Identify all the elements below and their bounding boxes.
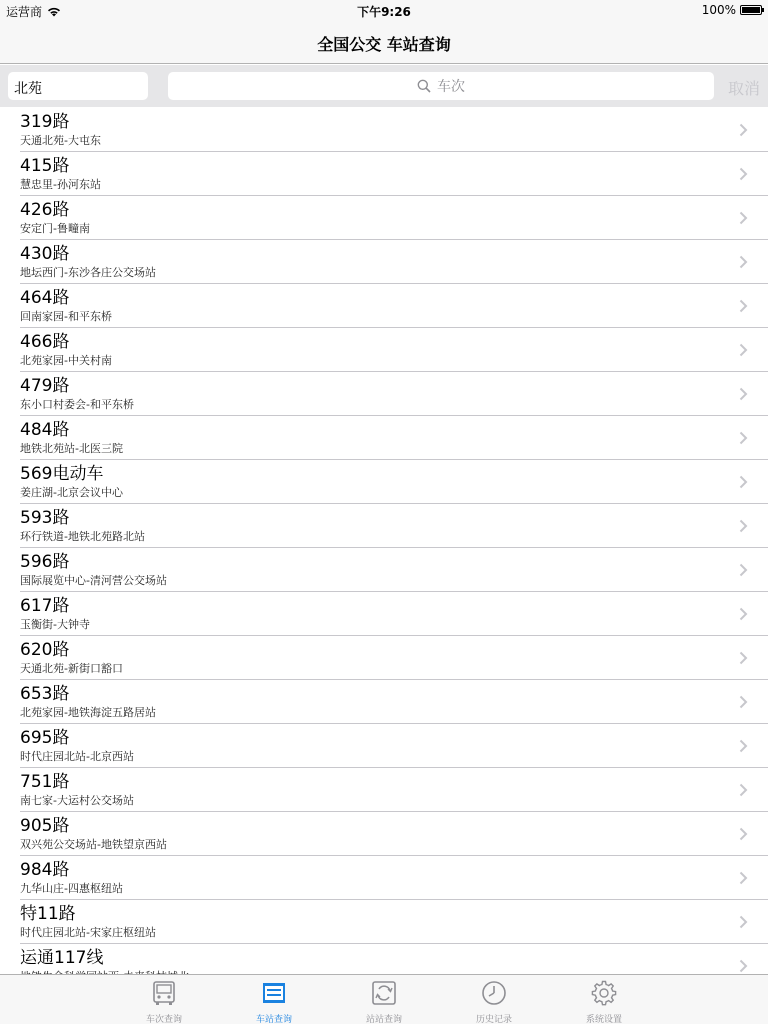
chevron-right-icon [739,871,748,885]
route-name: 695路 [20,728,70,748]
route-name: 479路 [20,376,70,396]
route-list[interactable] [0,108,768,974]
chevron-right-icon [739,783,748,797]
station-icon [261,980,287,1006]
route-name: 617路 [20,596,70,616]
chevron-right-icon [739,431,748,445]
chevron-right-icon [739,299,748,313]
station-input[interactable]: 北苑 [8,72,148,100]
page-title: 全国公交 车站查询 [317,35,451,54]
cancel-button[interactable]: 取消 [727,79,760,98]
route-row[interactable] [20,856,768,900]
route-name: 593路 [20,508,70,528]
route-row[interactable] [20,504,768,548]
route-endpoints: 回南家园-和平东桥 [20,310,112,323]
chevron-right-icon [739,607,748,621]
route-endpoints: 地坛西门-东沙各庄公交场站 [20,266,156,279]
chevron-right-icon [739,651,748,665]
route-endpoints: 慧忠里-孙河东站 [20,178,101,191]
nav-bar [0,20,768,64]
route-row[interactable] [20,592,768,636]
route-row[interactable] [20,372,768,416]
route-name: 905路 [20,816,70,836]
route-name: 464路 [20,288,70,308]
search-bar [0,65,768,107]
route-row[interactable] [20,240,768,284]
tab-bar [0,974,768,1024]
chevron-right-icon [739,827,748,841]
bus-icon [151,980,177,1006]
route-name: 620路 [20,640,70,660]
route-name: 426路 [20,200,70,220]
route-row[interactable] [20,900,768,944]
route-endpoints: 时代庄园北站-宋家庄枢纽站 [20,926,156,939]
route-name: 984路 [20,860,70,880]
chevron-right-icon [739,519,748,533]
route-endpoints: 九华山庄-四惠枢纽站 [20,882,123,895]
clock-icon [481,980,507,1006]
chevron-right-icon [739,739,748,753]
tab-settings[interactable] [564,975,644,1025]
chevron-right-icon [739,343,748,357]
route-endpoints: 北苑家园-中关村南 [20,354,112,367]
tab-route-query[interactable] [124,975,204,1025]
route-name: 596路 [20,552,70,572]
chevron-right-icon [739,959,748,973]
battery-percent: 100% [701,3,736,17]
route-row[interactable] [20,768,768,812]
tab-label: 系统设置 [585,1015,622,1025]
tab-history[interactable] [454,975,534,1025]
search-placeholder: 车次 [437,79,465,95]
route-endpoints: 环行铁道-地铁北苑路北站 [20,530,145,543]
tab-station-to-station[interactable] [344,975,424,1025]
tab-label: 车次查询 [145,1015,182,1025]
route-row[interactable] [20,460,768,504]
route-endpoints: 天通北苑-新街口豁口 [20,662,123,675]
chevron-right-icon [739,475,748,489]
route-name: 430路 [20,244,70,264]
route-name: 653路 [20,684,70,704]
route-endpoints: 地铁北苑站-北医三院 [20,442,123,455]
route-row[interactable] [20,416,768,460]
route-endpoints: 双兴苑公交场站-地铁望京西站 [20,838,167,851]
route-endpoints: 东小口村委会-和平东桥 [20,398,134,411]
tab-label: 历史记录 [475,1015,512,1025]
route-row[interactable] [20,328,768,372]
carrier-label: 运营商 [6,5,43,19]
route-row[interactable] [20,196,768,240]
chevron-right-icon [739,255,748,269]
status-bar [0,0,768,20]
search-input[interactable] [168,72,714,100]
route-row[interactable] [20,152,768,196]
route-endpoints: 国际展览中心-清河营公交场站 [20,574,167,587]
route-endpoints: 姜庄湖-北京会议中心 [20,486,123,499]
chevron-right-icon [739,123,748,137]
search-icon [417,79,431,93]
chevron-right-icon [739,915,748,929]
route-endpoints: 时代庄园北站-北京西站 [20,750,134,763]
gear-icon [591,980,617,1006]
chevron-right-icon [739,387,748,401]
route-row[interactable] [20,636,768,680]
route-row[interactable] [20,724,768,768]
route-row[interactable] [20,812,768,856]
route-row[interactable] [20,680,768,724]
battery-icon [740,5,762,15]
route-endpoints: 玉衡街-大钟寺 [20,618,90,631]
route-name: 751路 [20,772,70,792]
route-endpoints: 北苑家园-地铁海淀五路居站 [20,706,156,719]
chevron-right-icon [739,695,748,709]
route-endpoints: 天通北苑-大屯东 [20,134,101,147]
tab-station-query[interactable] [234,975,314,1025]
route-name: 319路 [20,112,70,132]
route-name: 569电动车 [20,464,104,484]
tab-label: 车站查询 [255,1015,292,1025]
chevron-right-icon [739,563,748,577]
route-name: 特11路 [20,904,76,924]
route-row[interactable] [20,284,768,328]
route-name: 415路 [20,156,70,176]
chevron-right-icon [739,211,748,225]
route-endpoints: 安定门-鲁疃南 [20,222,90,235]
tab-label: 站站查询 [365,1015,402,1025]
station-to-station-icon [371,980,397,1006]
route-row[interactable] [20,548,768,592]
route-name: 484路 [20,420,70,440]
route-row[interactable] [20,108,768,152]
status-right [702,3,762,17]
chevron-right-icon [739,167,748,181]
route-name: 466路 [20,332,70,352]
route-name: 运通117线 [20,948,104,968]
route-endpoints: 南七家-大运村公交场站 [20,794,134,807]
status-time: 下午9:26 [357,5,411,19]
